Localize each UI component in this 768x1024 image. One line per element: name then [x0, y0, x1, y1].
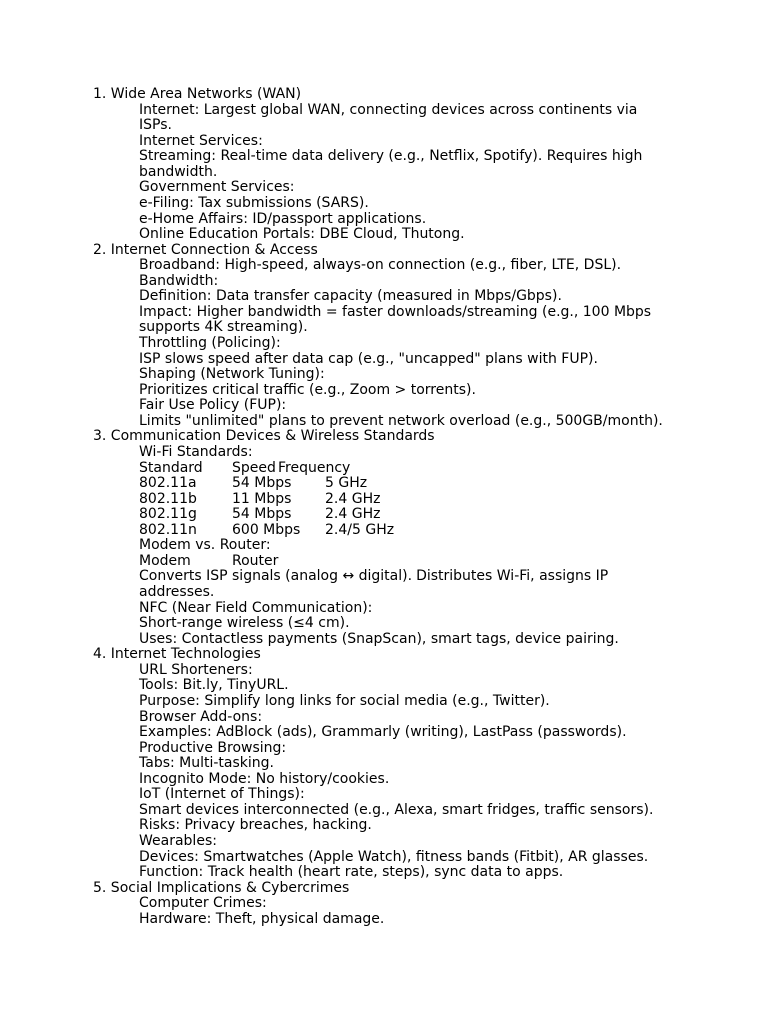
list-item: Prioritizes critical traffic (e.g., Zoom > torrents). — [139, 381, 476, 398]
table-header-cell: Modem — [139, 552, 191, 569]
table-cell: 802.11g — [139, 506, 197, 523]
table-row — [93, 476, 693, 492]
wifi-table-header — [93, 461, 693, 477]
table-cell: 54 Mbps — [232, 475, 292, 492]
section-heading: 1. Wide Area Networks (WAN) — [93, 86, 302, 102]
list-item: Wearables: — [139, 833, 217, 849]
list-item: Uses: Contactless payments (SnapScan), smart tags, device pairing. — [139, 630, 619, 647]
table-cell: 802.11b — [139, 490, 197, 507]
list-item: Internet: Largest global WAN, connecting devices across continents via ISPs. — [139, 101, 638, 134]
wifi-standards-title: Wi-Fi Standards: — [139, 443, 253, 460]
table-cell: 54 Mbps — [232, 506, 292, 523]
list-item: Smart devices interconnected (e.g., Alexa, smart fridges, traffic sensors). — [139, 801, 654, 818]
list-item: Productive Browsing: — [139, 739, 287, 756]
list-item: Internet Services: — [139, 132, 263, 149]
table-cell: 802.11a — [139, 475, 197, 492]
list-item: Browser Add-ons: — [139, 708, 263, 725]
table-header-cell: Router — [232, 552, 279, 569]
table-header-cell: Standard — [139, 459, 203, 476]
list-item: Limits "unlimited" plans to prevent network overload (e.g., 500GB/month). — [139, 412, 663, 429]
table-cell: 2.4/5 GHz — [325, 521, 395, 538]
list-item: Tools: Bit.ly, TinyURL. — [139, 677, 289, 694]
table-row — [93, 492, 693, 508]
list-item: Government Services: — [139, 179, 295, 196]
modem-router-title: Modem vs. Router: — [139, 537, 271, 554]
list-item: Function: Track health (heart rate, steps), sync data to apps. — [139, 864, 564, 881]
list-item: Definition: Data transfer capacity (measured in Mbps/Gbps). — [139, 288, 562, 305]
list-item: Impact: Higher bandwidth = faster downloads/streaming (e.g., 100 Mbps supports 4K streaming). — [139, 303, 652, 336]
list-item: Hardware: Theft, physical damage. — [139, 910, 385, 927]
table-cell: 5 GHz — [325, 475, 368, 492]
list-item: Fair Use Policy (FUP): — [139, 397, 287, 414]
table-row — [93, 569, 669, 600]
list-item: Devices: Smartwatches (Apple Watch), fitness bands (Fitbit), AR glasses. — [139, 848, 649, 865]
list-item: e-Home Affairs: ID/passport applications. — [139, 210, 427, 227]
list-item: Throttling (Policing): — [139, 335, 281, 351]
list-item: Computer Crimes: — [139, 895, 267, 912]
list-item: Short-range wireless (≤4 cm). — [139, 615, 350, 632]
list-item: Purpose: Simplify long links for social media (e.g., Twitter). — [139, 692, 550, 709]
table-cell: 2.4 GHz — [325, 506, 381, 523]
list-item: Examples: AdBlock (ads), Grammarly (writing), LastPass (passwords). — [139, 724, 627, 741]
document-body — [93, 87, 693, 927]
list-item: ISP slows speed after data cap (e.g., "uncapped" plans with FUP). — [139, 350, 598, 367]
table-cell: Distributes Wi-Fi, assigns IP addresses. — [139, 568, 609, 600]
table-row — [93, 507, 693, 523]
table-header-cell: Frequency — [278, 459, 351, 476]
list-item: e-Filing: Tax submissions (SARS). — [139, 194, 369, 211]
list-item: NFC (Near Field Communication): — [139, 599, 373, 616]
list-item: IoT (Internet of Things): — [139, 786, 305, 803]
list-item: Incognito Mode: No history/cookies. — [139, 770, 390, 787]
table-row — [93, 523, 693, 539]
section-heading: 4. Internet Technologies — [93, 646, 261, 663]
section-heading: 3. Communication Devices & Wireless Standards — [93, 428, 435, 445]
table-cell: 11 Mbps — [232, 490, 292, 507]
table-cell: Converts ISP signals (analog ↔ digital). — [139, 568, 413, 585]
table-cell: 802.11n — [139, 521, 197, 538]
modem-table-header — [93, 554, 693, 570]
table-header-cell: Speed — [232, 459, 276, 476]
list-item: Broadband: High-speed, always-on connection (e.g., fiber, LTE, DSL). — [139, 257, 622, 274]
list-item: Risks: Privacy breaches, hacking. — [139, 817, 372, 834]
list-item: URL Shorteners: — [139, 661, 253, 678]
table-cell: 600 Mbps — [232, 521, 301, 538]
table-cell: 2.4 GHz — [325, 490, 381, 507]
list-item: Tabs: Multi-tasking. — [139, 755, 275, 772]
section-heading: 5. Social Implications & Cybercrimes — [93, 879, 350, 896]
list-item: Bandwidth: — [139, 272, 219, 289]
list-item: Shaping (Network Tuning): — [139, 366, 325, 383]
section-heading: 2. Internet Connection & Access — [93, 241, 318, 258]
list-item: Online Education Portals: DBE Cloud, Thutong. — [139, 226, 465, 243]
list-item: Streaming: Real-time data delivery (e.g., Netflix, Spotify). Requires high bandwidth. — [139, 148, 643, 180]
